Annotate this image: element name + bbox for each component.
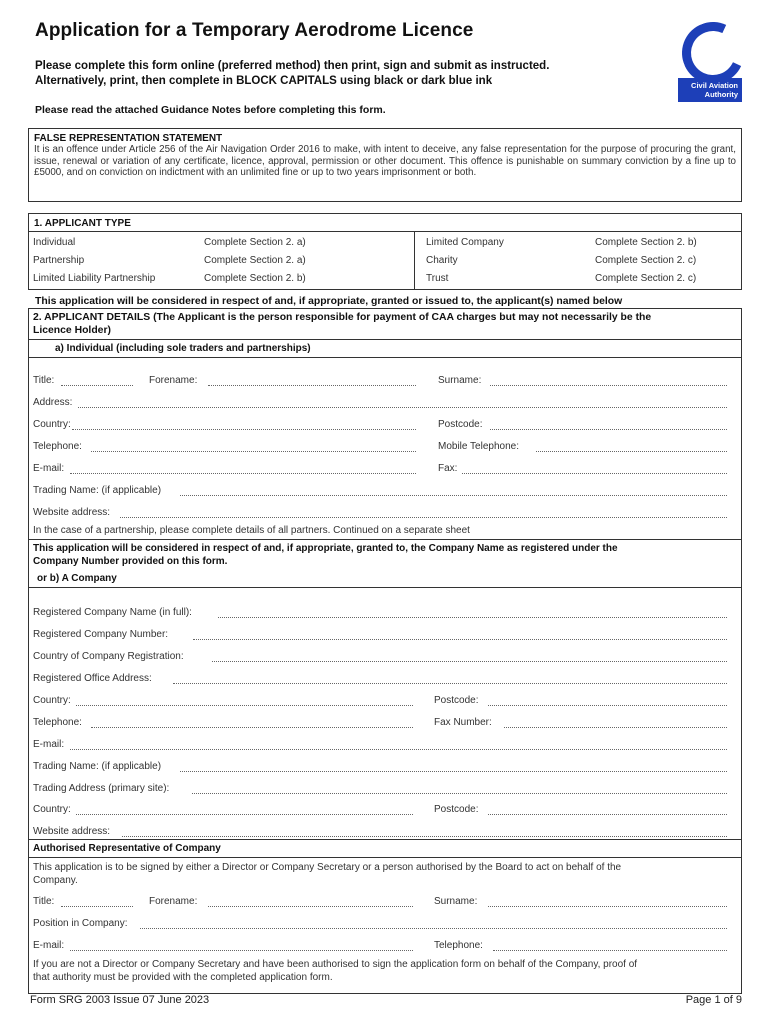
rep-forename-input[interactable] [208, 906, 413, 907]
trading-address-label: Trading Address (primary site): [33, 783, 170, 794]
applicant-details-title-1: 2. APPLICANT DETAILS (The Applicant is the person responsible for payment of CAA charges but may not necessarily be the [33, 312, 652, 323]
false-representation-title: FALSE REPRESENTATION STATEMENT [34, 133, 223, 144]
company-subsection-title: or b) A Company [37, 573, 117, 584]
applicant-type-trust[interactable]: Trust [426, 273, 449, 284]
applicant-details-title-2: Licence Holder) [33, 325, 111, 336]
email-label: E-mail: [33, 463, 65, 474]
rep-email-input[interactable] [70, 950, 413, 951]
company-email-input[interactable] [70, 749, 727, 750]
applicant-action: Complete Section 2. c) [595, 273, 697, 284]
applicant-type-charity[interactable]: Charity [426, 255, 458, 266]
partnership-note: In the case of a partnership, please complete details of all partners. Continued on a separate sheet [33, 525, 470, 536]
telephone-input[interactable] [91, 451, 416, 452]
intro-line-1: Please complete this form online (preferred method) then print, sign and submit as instructed. [35, 60, 550, 72]
rep-position-label: Position in Company: [33, 918, 128, 929]
company-telephone-input[interactable] [91, 727, 413, 728]
false-representation-box [28, 128, 742, 202]
company-consideration-line-1: This application will be considered in respect of and, if appropriate, granted to, the Company Name as registered under the [33, 543, 618, 554]
rep-footer-note-1: If you are not a Director or Company Secretary and have been authorised to sign the application form on behalf of the Company, proof of [33, 959, 638, 970]
form-identifier: Form SRG 2003 Issue 07 June 2023 [30, 994, 210, 1006]
title-input[interactable] [61, 385, 133, 386]
company-fax-input[interactable] [504, 727, 727, 728]
company-consideration-line-2: Company Number provided on this form. [33, 556, 228, 567]
trading-postcode-label: Postcode: [434, 804, 479, 815]
company-postcode-input[interactable] [488, 705, 727, 706]
country-label: Country: [33, 419, 71, 430]
applicant-type-title: 1. APPLICANT TYPE [29, 214, 741, 232]
intro-instructions [35, 59, 549, 89]
applicant-type-partnership[interactable]: Partnership [33, 255, 85, 266]
page-number: Page 1 of 9 [685, 994, 742, 1006]
fax-label: Fax: [438, 463, 458, 474]
applicant-type-row [29, 268, 741, 286]
postcode-label: Postcode: [438, 419, 483, 430]
registered-office-label: Registered Office Address: [33, 673, 152, 684]
false-representation-text: It is an offence under Article 256 of the Air Navigation Order 2016 to make, with intent to deceive, any false representation for the purpose of procuring the grant, issue, renewal or variation of any certificate, licence, approval, permission or other document. This offence is punishable on summary conviction by a fine up to £5000, and on conviction on indictment with an unlimited fine or up to two years imprisonment or both. [34, 144, 736, 179]
applicant-type-limited-company[interactable]: Limited Company [426, 237, 504, 248]
company-email-label: E-mail: [33, 739, 65, 750]
applicant-type-row [29, 250, 741, 268]
rep-email-label: E-mail: [33, 940, 65, 951]
company-telephone-label: Telephone: [33, 717, 82, 728]
rep-position-input[interactable] [140, 928, 727, 929]
trading-country-input[interactable] [76, 814, 413, 815]
applicant-type-section [28, 213, 742, 290]
company-number-label: Registered Company Number: [33, 629, 169, 640]
individual-subsection-title: a) Individual (including sole traders and partnerships) [55, 343, 311, 354]
company-country-reg-input[interactable] [212, 661, 727, 662]
caa-logo-label: Civil Aviation Authority [678, 78, 742, 102]
surname-input[interactable] [490, 385, 727, 386]
registered-office-input[interactable] [173, 683, 727, 684]
trading-name-input[interactable] [180, 495, 727, 496]
authorised-rep-title: Authorised Representative of Company [33, 843, 221, 854]
company-postcode-label: Postcode: [434, 695, 479, 706]
intro-line-2: Alternatively, print, then complete in BLOCK CAPITALS using black or dark blue ink [35, 75, 493, 87]
company-website-input[interactable] [122, 836, 727, 837]
mobile-label: Mobile Telephone: [438, 441, 519, 452]
company-country-label: Country: [33, 695, 71, 706]
company-country-reg-label: Country of Company Registration: [33, 651, 184, 662]
guidance-note: Please read the attached Guidance Notes before completing this form. [35, 104, 386, 116]
rep-footer-note-2: that authority must be provided with the completed application form. [33, 972, 333, 983]
surname-label: Surname: [438, 375, 482, 386]
applicant-type-individual[interactable]: Individual [33, 237, 76, 248]
authorised-rep-note-1: This application is to be signed by either a Director or Company Secretary or a person authorised by the Board to act on behalf of the [33, 862, 622, 873]
rep-telephone-input[interactable] [493, 950, 727, 951]
authorised-rep-note-2: Company. [33, 875, 78, 886]
applicant-type-row [29, 232, 741, 250]
company-trading-name-label: Trading Name: (if applicable) [33, 761, 162, 772]
applicant-action: Complete Section 2. a) [204, 237, 306, 248]
rep-forename-label: Forename: [149, 896, 198, 907]
website-input[interactable] [120, 517, 727, 518]
forename-input[interactable] [208, 385, 416, 386]
form-title: Application for a Temporary Aerodrome Licence [35, 20, 474, 41]
applicant-action: Complete Section 2. b) [204, 273, 306, 284]
rep-title-label: Title: [33, 896, 55, 907]
rep-surname-input[interactable] [488, 906, 727, 907]
applicant-action: Complete Section 2. c) [595, 255, 697, 266]
rep-telephone-label: Telephone: [434, 940, 483, 951]
company-name-label: Registered Company Name (in full): [33, 607, 192, 618]
fax-input[interactable] [462, 473, 727, 474]
country-input[interactable] [72, 429, 416, 430]
mobile-input[interactable] [536, 451, 727, 452]
rep-surname-label: Surname: [434, 896, 478, 907]
applicant-type-llp[interactable]: Limited Liability Partnership [33, 273, 156, 284]
address-label: Address: [33, 397, 73, 408]
trading-country-label: Country: [33, 804, 71, 815]
company-country-input[interactable] [76, 705, 413, 706]
caa-logo [678, 20, 742, 102]
company-number-input[interactable] [193, 639, 727, 640]
email-input[interactable] [70, 473, 416, 474]
company-trading-name-input[interactable] [180, 771, 727, 772]
trading-address-input[interactable] [192, 793, 727, 794]
applicant-action: Complete Section 2. a) [204, 255, 306, 266]
applicant-action: Complete Section 2. b) [595, 237, 697, 248]
postcode-input[interactable] [490, 429, 727, 430]
website-label: Website address: [33, 507, 111, 518]
address-input[interactable] [78, 407, 727, 408]
trading-postcode-input[interactable] [488, 814, 727, 815]
company-fax-label: Fax Number: [434, 717, 492, 728]
telephone-label: Telephone: [33, 441, 82, 452]
company-name-input[interactable] [218, 617, 727, 618]
trading-name-label: Trading Name: (if applicable) [33, 485, 162, 496]
rep-title-input[interactable] [61, 906, 133, 907]
forename-label: Forename: [149, 375, 198, 386]
applicant-consideration-note: This application will be considered in respect of and, if appropriate, granted or issued to, the applicant(s) named below [35, 296, 623, 307]
title-label: Title: [33, 375, 55, 386]
company-website-label: Website address: [33, 826, 111, 837]
